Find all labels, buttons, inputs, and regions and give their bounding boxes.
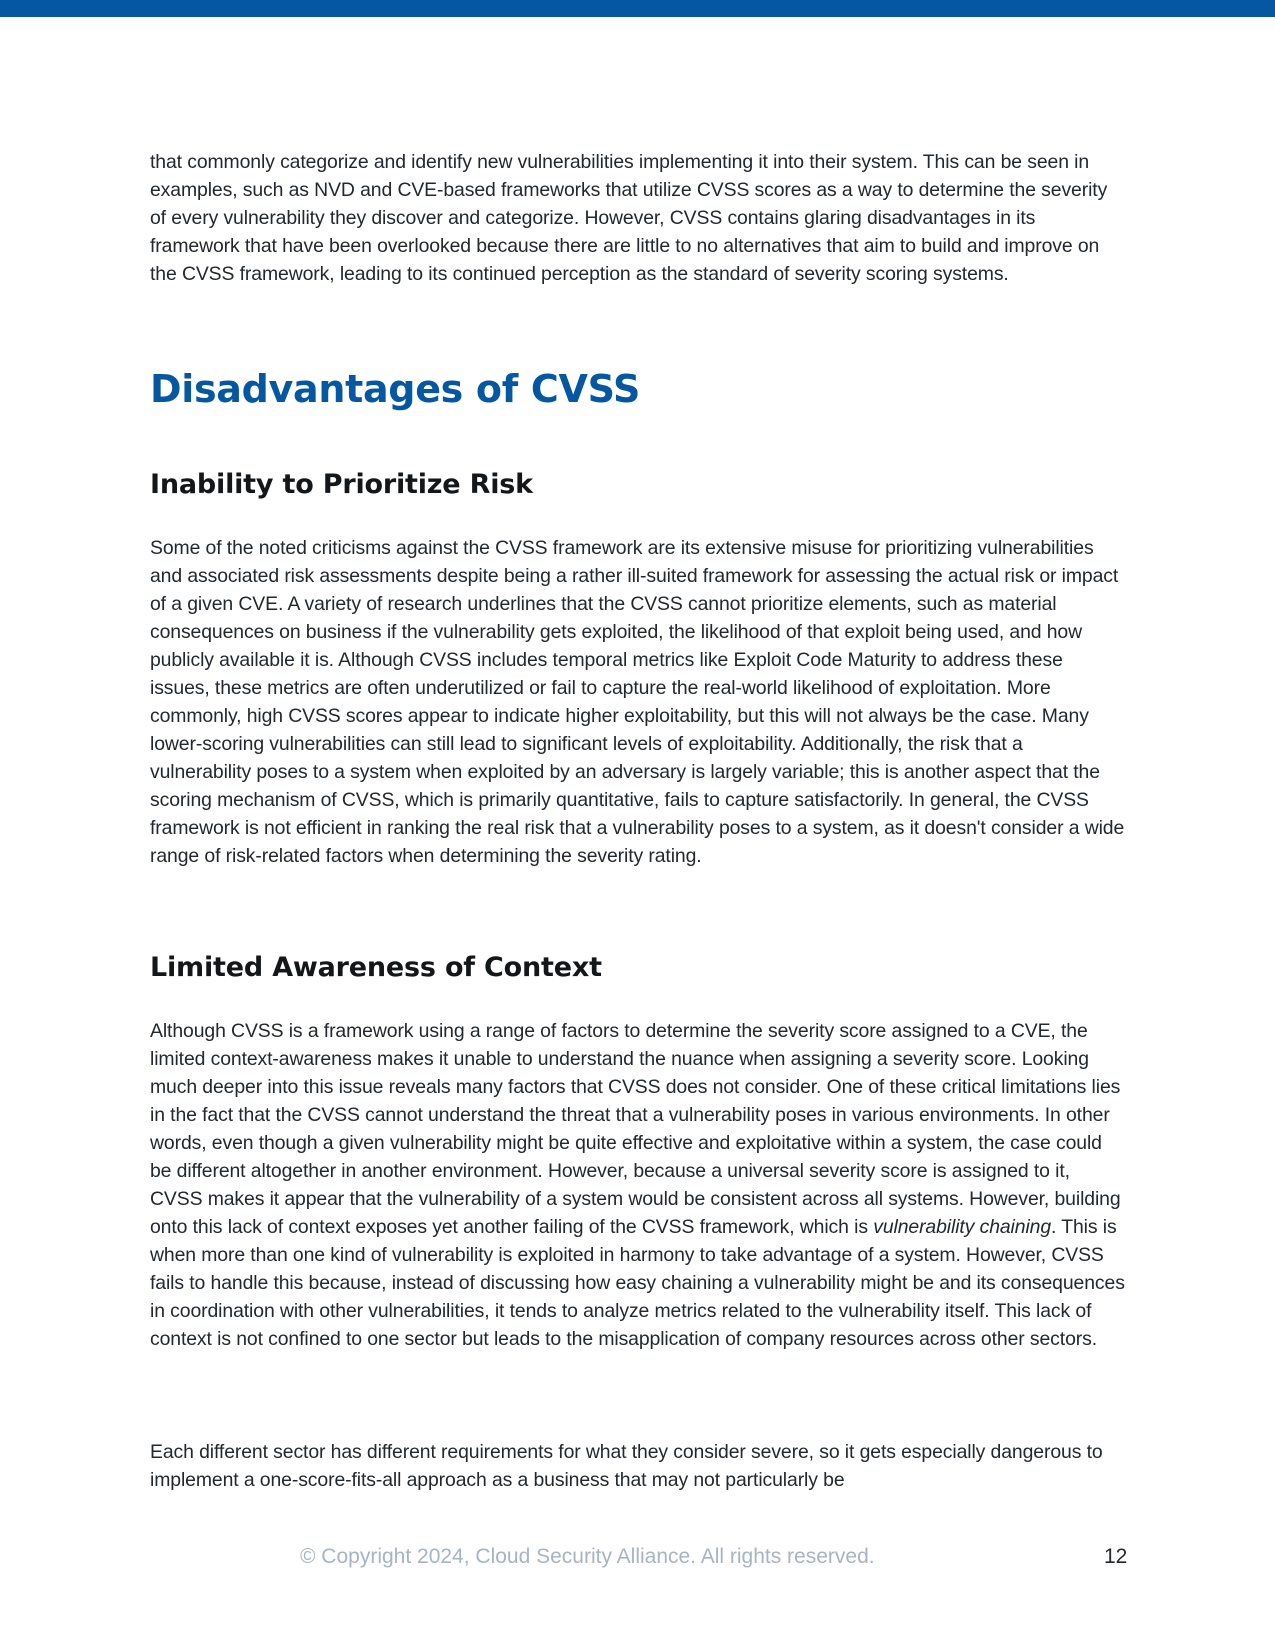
section-title: Disadvantages of CVSS xyxy=(150,367,641,411)
context-paragraph-part-2: . This is when more than one kind of vulnerability is exploited in harmony to take advantage of a system. However, CVSS fails to handle this because, instead of discussing how easy chaining a vulnerability might be and its consequences in coordination with other vulnerabilities, it tends to analyze metrics related to the vulnerability itself. This lack of context is not confined to one sector but leads to the misapplication of company resources across other sectors. xyxy=(150,1216,1125,1350)
prioritize-risk-paragraph: Some of the noted criticisms against the CVSS framework are its extensive misuse for prioritizing vulnerabilities and associated risk assessments despite being a rather ill-suited framework for assessing the actual risk or impact of a given CVE. A variety of research underlines that the CVSS cannot prioritize elements, such as material consequences on business if the vulnerability gets exploited, the likelihood of that exploit being used, and how publicly available it is. Although CVSS includes temporal metrics like Exploit Code Maturity to address these issues, these metrics are often underutilized or fail to capture the real-world likelihood of exploitation. More commonly, high CVSS scores appear to indicate higher exploitability, but this will not always be the case. Many lower-scoring vulnerabilities can still lead to significant levels of exploitability. Additionally, the risk that a vulnerability poses to a system when exploited by an adversary is largely variable; this is another aspect that the scoring mechanism of CVSS, which is primarily quantitative, fails to capture satisfactorily. In general, the CVSS framework is not efficient in ranking the real risk that a vulnerability poses to a system, as it doesn't consider a wide range of risk-related factors when determining the severity rating. xyxy=(150,537,1125,867)
page-number: 12 xyxy=(1104,1545,1128,1568)
copyright-notice: © Copyright 2024, Cloud Security Alliance. All rights reserved. xyxy=(300,1545,875,1568)
sector-block xyxy=(150,1438,1125,1494)
subsection-title-prioritize-risk: Inability to Prioritize Risk xyxy=(150,469,533,500)
sector-paragraph: Each different sector has different requirements for what they consider severe, so it gets especially dangerous to implement a one-score-fits-all approach as a business that may not particularly be xyxy=(150,1441,1103,1491)
subsection-title-context-awareness: Limited Awareness of Context xyxy=(150,952,602,983)
top-accent-bar xyxy=(0,0,1275,17)
page-footer xyxy=(0,1542,1275,1572)
prioritize-risk-block xyxy=(150,534,1125,870)
intro-block xyxy=(150,148,1125,288)
context-paragraph-part-1: Although CVSS is a framework using a range of factors to determine the severity score assigned to a CVE, the limited context-awareness makes it unable to understand the nuance when assigning a severity score. Looking much deeper into this issue reveals many factors that CVSS does not consider. One of these critical limitations lies in the fact that the CVSS cannot understand the threat that a vulnerability poses in various environments. In other words, even though a given vulnerability might be quite effective and exploitative within a system, the case could be different altogether in another environment. However, because a universal severity score is assigned to it, CVSS makes it appear that the vulnerability of a system would be consistent across all systems. However, building onto this lack of context exposes yet another failing of the CVSS framework, which is xyxy=(150,1020,1121,1238)
intro-paragraph: that commonly categorize and identify new vulnerabilities implementing it into their system. This can be seen in examples, such as NVD and CVE-based frameworks that utilize CVSS scores as a way to determine the severity of every vulnerability they discover and categorize. However, CVSS contains glaring disadvantages in its framework that have been overlooked because there are little to no alternatives that aim to build and improve on the CVSS framework, leading to its continued perception as the standard of severity scoring systems. xyxy=(150,151,1108,285)
context-awareness-paragraph xyxy=(150,1017,1125,1353)
context-awareness-block xyxy=(150,1017,1125,1353)
vulnerability-chaining-emphasis: vulnerability chaining xyxy=(873,1216,1052,1238)
